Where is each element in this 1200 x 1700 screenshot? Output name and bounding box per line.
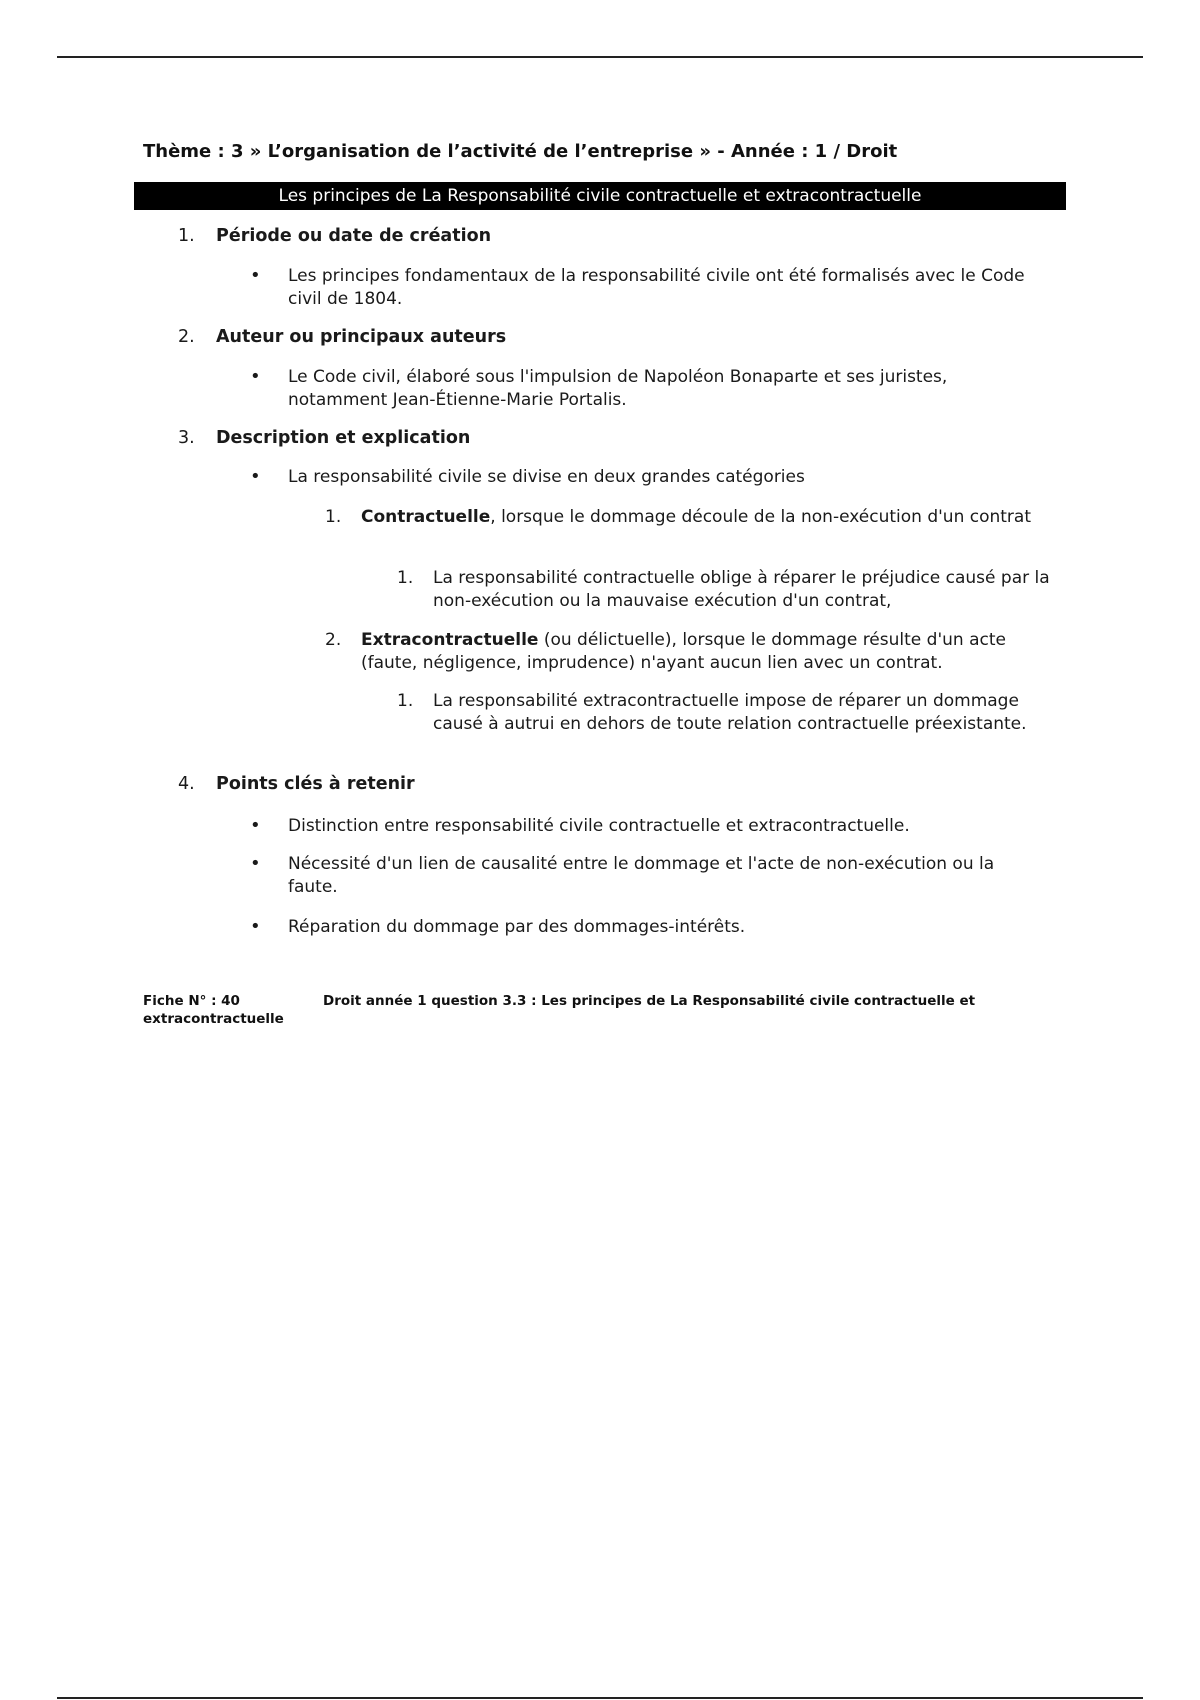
bullet-icon: • bbox=[250, 815, 261, 836]
list-item bbox=[250, 366, 1040, 411]
category-item-contractuelle bbox=[325, 506, 1055, 529]
detail-number: 1. bbox=[397, 568, 414, 588]
section-number: 1. bbox=[178, 226, 195, 246]
section-number: 2. bbox=[178, 327, 195, 347]
bullet-text: Distinction entre responsabilité civile contractuelle et extracontractuelle. bbox=[288, 816, 910, 836]
section-title: Description et explication bbox=[216, 428, 471, 448]
list-item bbox=[250, 466, 1040, 489]
section-title: Points clés à retenir bbox=[216, 774, 415, 794]
list-item bbox=[250, 265, 1040, 310]
detail-text: La responsabilité extracontractuelle impose de réparer un dommage causé à autrui en dehors de toute relation contractuelle préexistante. bbox=[433, 691, 1027, 734]
category-detail bbox=[397, 690, 1057, 735]
category-number: 1. bbox=[325, 507, 342, 527]
section-title: Auteur ou principaux auteurs bbox=[216, 327, 507, 347]
bullet-icon: • bbox=[250, 265, 261, 286]
bullet-text: Le Code civil, élaboré sous l'impulsion de Napoléon Bonaparte et ses juristes, notamment Jean-Étienne-Marie Portalis. bbox=[288, 367, 948, 410]
detail-number: 1. bbox=[397, 691, 414, 711]
footer-text: Droit année 1 question 3.3 : Les principes de La Responsabilité civile contractuelle et extracontractuelle bbox=[143, 993, 976, 1027]
bottom-rule bbox=[57, 1697, 1143, 1699]
bullet-text: Réparation du dommage par des dommages-intérêts. bbox=[288, 917, 746, 937]
category-item-extracontractuelle bbox=[325, 629, 1055, 674]
bullet-text: Les principes fondamentaux de la responsabilité civile ont été formalisés avec le Code civil de 1804. bbox=[288, 266, 1025, 309]
bullet-text: La responsabilité civile se divise en deux grandes catégories bbox=[288, 467, 805, 487]
bullet-icon: • bbox=[250, 466, 261, 487]
title-banner: Les principes de La Responsabilité civile contractuelle et extracontractuelle bbox=[134, 182, 1066, 210]
section-number: 4. bbox=[178, 774, 195, 794]
fiche-number: Fiche N° : 40 bbox=[143, 993, 240, 1009]
top-rule bbox=[57, 56, 1143, 58]
category-text bbox=[361, 629, 1055, 674]
category-text bbox=[361, 506, 1055, 529]
category-description: (ou délictuelle), lorsque le dommage résulte d'un acte (faute, négligence, imprudence) n'ayant aucun lien avec un contrat. bbox=[361, 630, 1006, 673]
bullet-icon: • bbox=[250, 366, 261, 387]
category-detail bbox=[397, 567, 1057, 612]
list-item bbox=[250, 815, 1040, 838]
theme-heading: Thème : 3 » L’organisation de l’activité de l’entreprise » - Année : 1 / Droit bbox=[143, 141, 898, 162]
page-footer bbox=[143, 992, 1043, 1028]
section-heading-2 bbox=[178, 327, 506, 347]
category-term: Extracontractuelle bbox=[361, 630, 539, 650]
list-item bbox=[250, 916, 1040, 939]
bullet-icon: • bbox=[250, 916, 261, 937]
detail-text: La responsabilité contractuelle oblige à réparer le préjudice causé par la non-exécution ou la mauvaise exécution d'un contrat, bbox=[433, 568, 1050, 611]
category-number: 2. bbox=[325, 630, 342, 650]
category-description: , lorsque le dommage découle de la non-exécution d'un contrat bbox=[490, 507, 1032, 527]
section-heading-1 bbox=[178, 226, 491, 246]
section-heading-4 bbox=[178, 774, 415, 794]
bullet-icon: • bbox=[250, 853, 261, 874]
section-heading-3 bbox=[178, 428, 470, 448]
section-title: Période ou date de création bbox=[216, 226, 492, 246]
category-term: Contractuelle bbox=[361, 507, 491, 527]
section-number: 3. bbox=[178, 428, 195, 448]
bullet-text: Nécessité d'un lien de causalité entre le dommage et l'acte de non-exécution ou la faute. bbox=[288, 854, 995, 897]
list-item bbox=[250, 853, 1040, 898]
